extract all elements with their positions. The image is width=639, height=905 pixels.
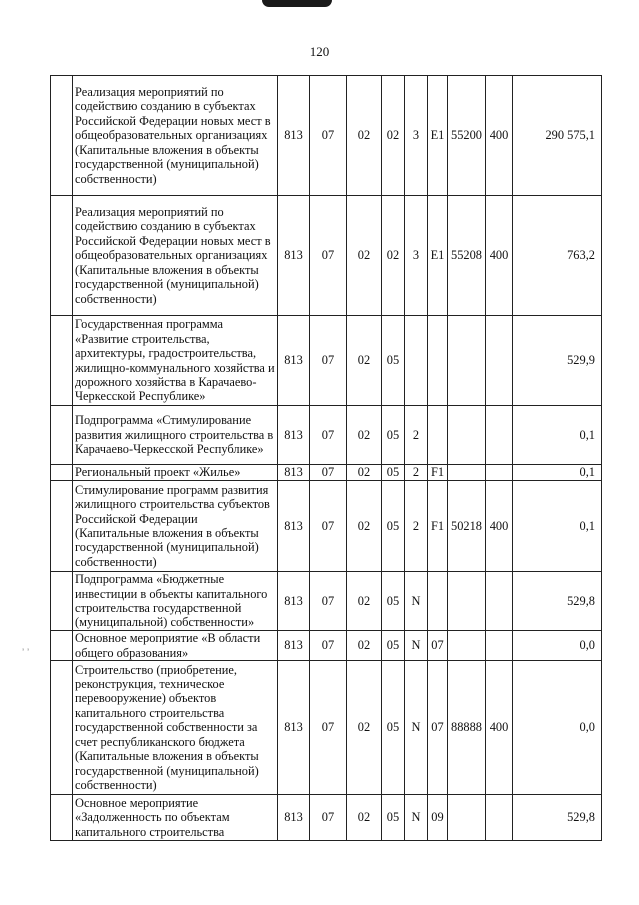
code-subsection: 02 bbox=[347, 631, 382, 661]
code-subsection: 02 bbox=[347, 316, 382, 406]
code-section: 07 bbox=[310, 76, 347, 196]
row-amount: 763,2 bbox=[513, 196, 602, 316]
code-project: F1 bbox=[428, 481, 448, 572]
code-section: 07 bbox=[310, 481, 347, 572]
row-amount: 0,1 bbox=[513, 481, 602, 572]
code-dept: 813 bbox=[278, 572, 310, 631]
code-subsection: 02 bbox=[347, 196, 382, 316]
margin-mark: ʼ ʼ bbox=[22, 648, 30, 659]
row-name: Стимулирование программ развития жилищного строительства субъектов Российской Федерации (Капитальные вложения в объекты государственной (муниципальной) собственности) bbox=[73, 481, 278, 572]
code-section: 07 bbox=[310, 631, 347, 661]
row-name: Строительство (приобретение, реконструкция, техническое перевооружение) объектов капитального строительства государственной собственности за счет республиканского бюджета (Капитальные вложения в объекты государственной (муниципальной) собственности) bbox=[73, 661, 278, 795]
code-program: 05 bbox=[382, 631, 405, 661]
code-subprogram: 2 bbox=[405, 406, 428, 465]
row-name: Реализация мероприятий по содействию созданию в субъектах Российской Федерации новых мест в общеобразовательных организациях (Капитальные вложения в объекты государственной (муниципальной) собственности) bbox=[73, 196, 278, 316]
row-amount: 290 575,1 bbox=[513, 76, 602, 196]
code-subprogram: 3 bbox=[405, 196, 428, 316]
code-expense-type: 400 bbox=[486, 196, 513, 316]
code-direction bbox=[448, 795, 486, 841]
code-subsection: 02 bbox=[347, 465, 382, 481]
code-project: E1 bbox=[428, 196, 448, 316]
code-program: 05 bbox=[382, 572, 405, 631]
code-expense-type bbox=[486, 631, 513, 661]
code-project: 09 bbox=[428, 795, 448, 841]
code-subprogram: N bbox=[405, 661, 428, 795]
code-section: 07 bbox=[310, 465, 347, 481]
code-section: 07 bbox=[310, 572, 347, 631]
code-direction: 88888 bbox=[448, 661, 486, 795]
table-row bbox=[51, 795, 602, 841]
table-row bbox=[51, 661, 602, 795]
row-name: Государственная программа «Развитие строительства, архитектуры, градостроительства, жилищно-коммунального хозяйства и дорожного хозяйства в Карачаево-Черкесской Республике» bbox=[73, 316, 278, 406]
code-direction bbox=[448, 406, 486, 465]
code-section: 07 bbox=[310, 196, 347, 316]
blank-cell bbox=[51, 406, 73, 465]
code-expense-type bbox=[486, 795, 513, 841]
code-direction bbox=[448, 572, 486, 631]
code-dept: 813 bbox=[278, 76, 310, 196]
code-expense-type bbox=[486, 406, 513, 465]
code-program: 02 bbox=[382, 196, 405, 316]
code-project bbox=[428, 316, 448, 406]
code-dept: 813 bbox=[278, 465, 310, 481]
table-row bbox=[51, 572, 602, 631]
code-section: 07 bbox=[310, 795, 347, 841]
row-amount: 0,1 bbox=[513, 406, 602, 465]
code-project: F1 bbox=[428, 465, 448, 481]
code-dept: 813 bbox=[278, 661, 310, 795]
row-name: Основное мероприятие «В области общего образования» bbox=[73, 631, 278, 661]
row-amount: 0,0 bbox=[513, 661, 602, 795]
table-row bbox=[51, 76, 602, 196]
blank-cell bbox=[51, 631, 73, 661]
code-section: 07 bbox=[310, 316, 347, 406]
code-subprogram: 2 bbox=[405, 465, 428, 481]
row-amount: 529,8 bbox=[513, 795, 602, 841]
code-subsection: 02 bbox=[347, 406, 382, 465]
code-section: 07 bbox=[310, 661, 347, 795]
code-project: E1 bbox=[428, 76, 448, 196]
code-expense-type bbox=[486, 465, 513, 481]
row-amount: 529,8 bbox=[513, 572, 602, 631]
row-name: Реализация мероприятий по содействию созданию в субъектах Российской Федерации новых мест в общеобразовательных организациях (Капитальные вложения в объекты государственной (муниципальной) собственности) bbox=[73, 76, 278, 196]
code-project bbox=[428, 572, 448, 631]
code-subprogram: N bbox=[405, 631, 428, 661]
table-row bbox=[51, 196, 602, 316]
code-program: 02 bbox=[382, 76, 405, 196]
code-program: 05 bbox=[382, 661, 405, 795]
code-direction bbox=[448, 316, 486, 406]
blank-cell bbox=[51, 76, 73, 196]
code-subsection: 02 bbox=[347, 572, 382, 631]
blank-cell bbox=[51, 481, 73, 572]
scan-artifact bbox=[262, 0, 332, 7]
code-project: 07 bbox=[428, 631, 448, 661]
code-project bbox=[428, 406, 448, 465]
code-dept: 813 bbox=[278, 631, 310, 661]
table-row bbox=[51, 481, 602, 572]
blank-cell bbox=[51, 316, 73, 406]
code-subprogram: N bbox=[405, 795, 428, 841]
code-direction bbox=[448, 631, 486, 661]
code-program: 05 bbox=[382, 465, 405, 481]
code-program: 05 bbox=[382, 795, 405, 841]
row-name: Региональный проект «Жилье» bbox=[73, 465, 278, 481]
blank-cell bbox=[51, 795, 73, 841]
code-dept: 813 bbox=[278, 406, 310, 465]
code-dept: 813 bbox=[278, 196, 310, 316]
code-expense-type bbox=[486, 572, 513, 631]
blank-cell bbox=[51, 196, 73, 316]
row-name: Основное мероприятие «Задолженность по объектам капитального строительства bbox=[73, 795, 278, 841]
row-amount: 529,9 bbox=[513, 316, 602, 406]
code-program: 05 bbox=[382, 316, 405, 406]
code-subprogram: N bbox=[405, 572, 428, 631]
code-subprogram bbox=[405, 316, 428, 406]
table-row bbox=[51, 631, 602, 661]
code-direction bbox=[448, 465, 486, 481]
row-name: Подпрограмма «Стимулирование развития жилищного строительства в Карачаево-Черкесской Республике» bbox=[73, 406, 278, 465]
row-name: Подпрограмма «Бюджетные инвестиции в объекты капитального строительства государственной (муниципальной) собственности» bbox=[73, 572, 278, 631]
code-direction: 55200 bbox=[448, 76, 486, 196]
page-number: 120 bbox=[309, 44, 330, 59]
code-expense-type: 400 bbox=[486, 481, 513, 572]
blank-cell bbox=[51, 465, 73, 481]
code-subprogram: 2 bbox=[405, 481, 428, 572]
budget-table bbox=[50, 75, 602, 841]
table-row bbox=[51, 465, 602, 481]
code-expense-type: 400 bbox=[486, 76, 513, 196]
code-subsection: 02 bbox=[347, 661, 382, 795]
code-section: 07 bbox=[310, 406, 347, 465]
row-amount: 0,0 bbox=[513, 631, 602, 661]
code-subprogram: 3 bbox=[405, 76, 428, 196]
row-amount: 0,1 bbox=[513, 465, 602, 481]
code-dept: 813 bbox=[278, 316, 310, 406]
code-direction: 50218 bbox=[448, 481, 486, 572]
table-row bbox=[51, 406, 602, 465]
code-project: 07 bbox=[428, 661, 448, 795]
code-dept: 813 bbox=[278, 481, 310, 572]
code-expense-type bbox=[486, 316, 513, 406]
blank-cell bbox=[51, 572, 73, 631]
table-row bbox=[51, 316, 602, 406]
code-direction: 55208 bbox=[448, 196, 486, 316]
code-subsection: 02 bbox=[347, 76, 382, 196]
code-program: 05 bbox=[382, 406, 405, 465]
code-subsection: 02 bbox=[347, 481, 382, 572]
code-expense-type: 400 bbox=[486, 661, 513, 795]
blank-cell bbox=[51, 661, 73, 795]
code-subsection: 02 bbox=[347, 795, 382, 841]
code-program: 05 bbox=[382, 481, 405, 572]
code-dept: 813 bbox=[278, 795, 310, 841]
